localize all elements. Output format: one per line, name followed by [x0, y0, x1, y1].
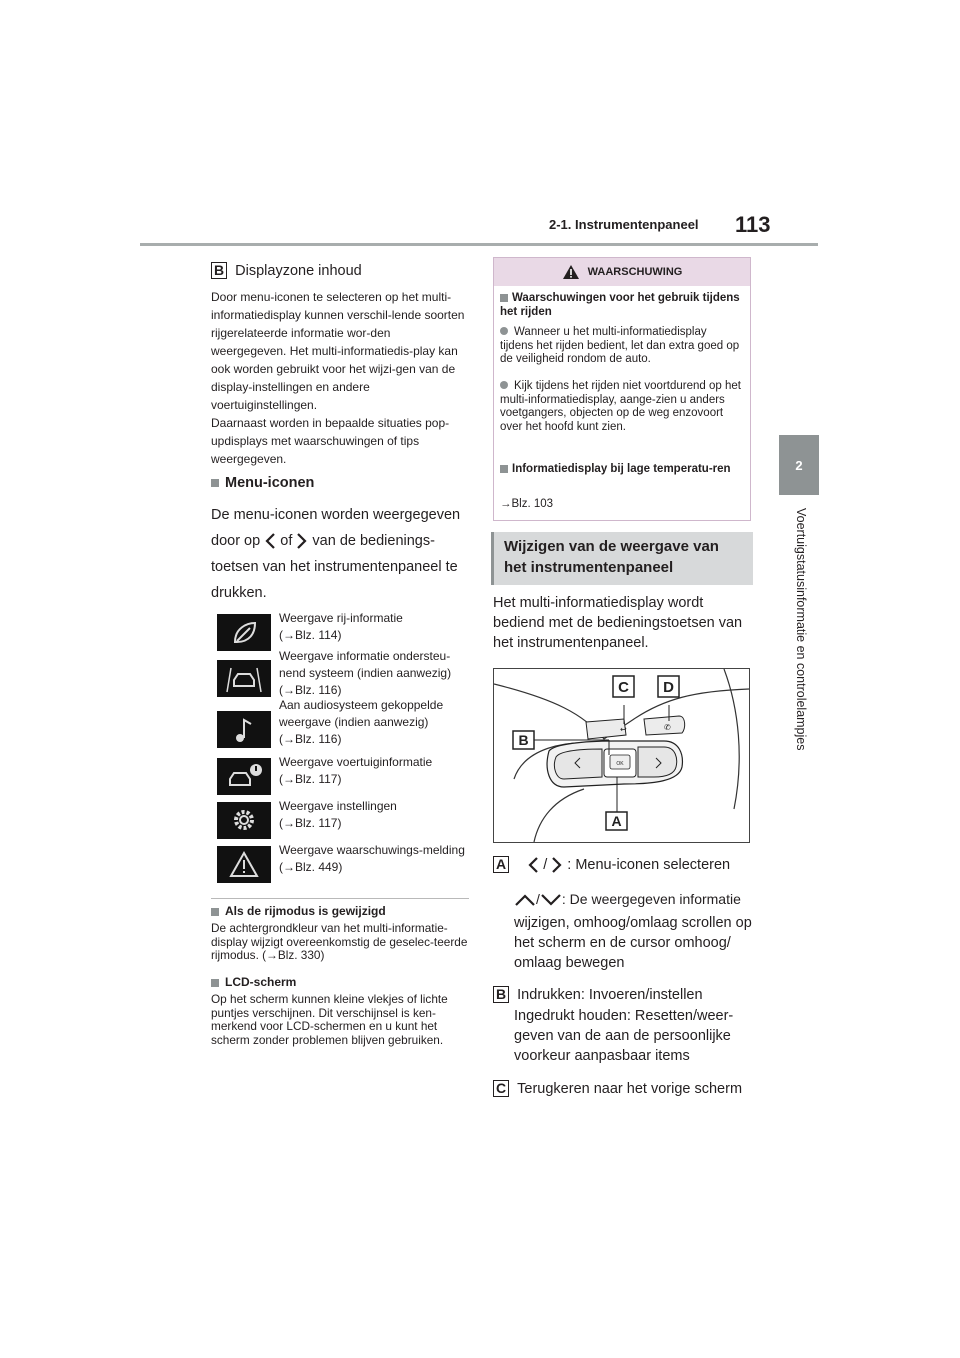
- chevron-left-icon: [527, 856, 539, 874]
- menu-icons-paragraph: De menu-iconen worden weergegeven door op of van de bedienings-toetsen van het instrumentenpaneel te drukken.: [211, 507, 461, 601]
- square-bullet-icon: [211, 979, 219, 987]
- diagram-label-d: D: [663, 679, 674, 696]
- icon-row-vehicle-info: Weergave voertuiginformatie (→Blz. 117): [217, 758, 472, 798]
- icon-row-warning: Weergave waarschuwings-melding (→Blz. 449): [217, 846, 472, 886]
- warning-bullet-1: Wanneer u het multi-informatiedisplay tijdens het rijden bedient, let dan extra goed op de veiligheid rondom de auto.: [500, 326, 740, 365]
- warning-header: WAARSCHUWING: [494, 258, 750, 286]
- icon-row-settings: Weergave instellingen (→Blz. 117): [217, 802, 472, 842]
- note-lcd-text: Op het scherm kunnen kleine vlekjes of lichte puntjes verschijnen. Dit verschijnsel is ken-merkend voor LCD-schermen en u kunt het scherm zonder problemen blijven gebruiken.: [211, 992, 448, 1047]
- section-heading-line2: het instrumentenpaneel: [504, 559, 674, 576]
- chevron-left-icon: [264, 532, 276, 550]
- warning-heading-2: Informatiedisplay bij lage temperatu-ren: [500, 463, 742, 477]
- dot-bullet-icon: [500, 327, 508, 335]
- car-info-icon: [217, 758, 271, 795]
- square-bullet-icon: [500, 294, 508, 302]
- intro-paragraph-2: Daarnaast worden in bepaalde situaties pop-updisplays met waarschuwingen of tips weergegeven.: [211, 416, 450, 466]
- note-lcd-heading: LCD-scherm: [211, 975, 296, 989]
- warning-heading-1: Waarschuwingen voor het gebruik tijdens het rijden: [500, 292, 740, 318]
- chapter-title: Voertuigstatusinformatie en controlelampjes: [794, 508, 808, 751]
- icon-row-drive-info: Weergave rij-informatie (→Blz. 114): [217, 614, 472, 654]
- diagram-label-a: A: [611, 813, 622, 829]
- section-heading-bar: [491, 532, 753, 585]
- leaf-icon: [217, 614, 271, 651]
- diagram-label-b: B: [518, 732, 529, 748]
- chapter-tab: 2: [779, 435, 819, 495]
- note-drive-mode-heading: Als de rijmodus is gewijzigd: [211, 904, 386, 918]
- steering-switch-diagram: [493, 668, 750, 843]
- display-zone-heading: [211, 262, 362, 279]
- legend-a: A / : Menu-iconen selecteren: [493, 855, 753, 875]
- warning-box: [493, 257, 751, 521]
- menu-icons-heading: Menu-iconen: [211, 475, 314, 491]
- section-heading-line1: Wijzigen van de weergave van: [504, 538, 719, 555]
- warning-bullet-2: Kijk tijdens het rijden niet voortdurend op het multi-informatiedisplay, aange-zien u anders voetgangers, objecten op de weg enzovoort over het hoofd kunt zien.: [500, 380, 741, 433]
- chevron-up-icon: [514, 893, 536, 907]
- warning-triangle-icon: [217, 846, 271, 883]
- square-bullet-icon: [211, 908, 219, 916]
- page-number: 113: [735, 212, 771, 237]
- note-drive-mode-text: De achtergrondkleur van het multi-informatie-display wijzigt overeenkomstig de geselec-teerde rijmodus. (→Blz. 330): [211, 921, 468, 962]
- legend-a2: / : De weergegeven informatie: [514, 889, 758, 909]
- intro-paragraph-1: Door menu-iconen te selecteren op het multi-informatiedisplay kunnen verschil-lende soorten rijgerelateerde informatie wor-den weergegeven. Het multi-informatiedis-play kan ook worden gebruikt voor het wijzi-gen van de display-instellingen en andere voertuiginstellingen.: [211, 290, 465, 412]
- square-bullet-icon: [211, 479, 219, 487]
- section-title: 2-1. Instrumentenpaneel: [549, 217, 699, 232]
- chevron-right-icon: [296, 532, 308, 550]
- svg-text:✆: ✆: [664, 723, 671, 732]
- divider: [211, 898, 469, 899]
- legend-c: C Terugkeren naar het vorige scherm: [493, 1079, 753, 1099]
- gear-icon: [217, 802, 271, 839]
- header-divider: [140, 243, 818, 246]
- svg-text:↩: ↩: [620, 725, 627, 734]
- ok-button-label: OK: [616, 761, 624, 767]
- legend-a2-continued: wijzigen, omhoog/omlaag scrollen op het scherm en de cursor omhoog/ omlaag bewegen: [514, 915, 752, 971]
- square-bullet-icon: [500, 465, 508, 473]
- warning-reference: →Blz. 103: [500, 498, 554, 510]
- icon-row-assist: Weergave informatie ondersteu-nend systeem (indien aanwezig) (→Blz. 116): [217, 660, 472, 700]
- warning-triangle-icon: [562, 264, 580, 280]
- music-note-icon: [217, 711, 271, 748]
- label-c: C: [493, 1080, 509, 1097]
- label-b: B: [493, 986, 509, 1003]
- car-assist-icon: [217, 660, 271, 697]
- icon-row-audio: Aan audiosysteem gekoppelde weergave (indien aanwezig) (→Blz. 116): [217, 711, 472, 751]
- legend-b: B Indrukken: Invoeren/instellen: [493, 985, 753, 1005]
- display-zone-title: Displayzone inhoud: [235, 263, 362, 279]
- label-a: A: [493, 856, 509, 873]
- chevron-right-icon: [551, 856, 563, 874]
- legend-b-continued: Ingedrukt houden: Resetten/weer-geven van de aan de persoonlijke voorkeur aanpasbaar items: [514, 1008, 734, 1064]
- label-b: B: [211, 262, 227, 279]
- diagram-label-c: C: [618, 679, 629, 696]
- dot-bullet-icon: [500, 381, 508, 389]
- chevron-down-icon: [540, 893, 562, 907]
- section-paragraph: Het multi-informatiedisplay wordt bediend met de bedieningstoetsen van het instrumentenpaneel.: [493, 595, 743, 651]
